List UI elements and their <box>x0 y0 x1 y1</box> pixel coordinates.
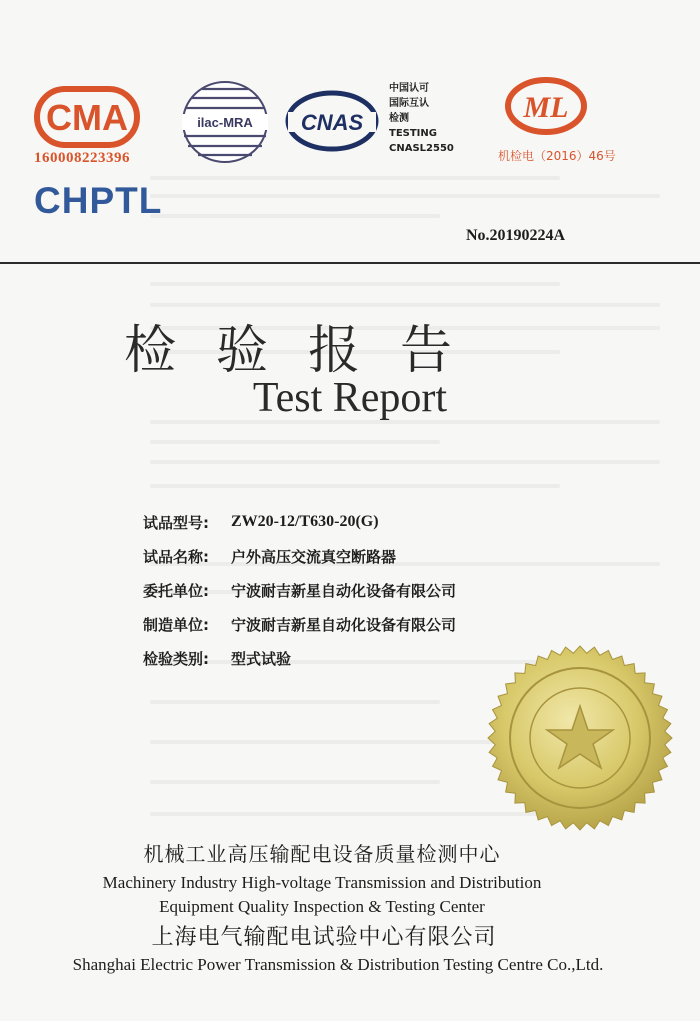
info-label: 制造单位: <box>143 615 209 634</box>
cnas-line: CNASL2550 <box>389 143 454 154</box>
cnas-line: 国际互认 <box>389 98 429 109</box>
company-name-en: Shanghai Electric Power Transmission & Distribution Testing Centre Co.,Ltd. <box>72 955 604 974</box>
issuer-name-cn: 机械工业高压输配电设备质量检测中心 <box>143 842 501 866</box>
info-value: 型式试验 <box>231 649 292 668</box>
info-row-model <box>143 505 456 539</box>
info-value: 户外高压交流真空断路器 <box>231 547 397 566</box>
cnas-label: CNAS <box>300 110 364 135</box>
issuer-name-en-line2: Equipment Quality Inspection & Testing Center <box>159 897 485 916</box>
title-english: Test Report <box>252 375 448 421</box>
header-divider <box>0 262 700 264</box>
info-label: 检验类别: <box>143 649 209 668</box>
info-row-manufacturer <box>143 607 456 641</box>
cnas-line: 中国认可 <box>389 83 429 94</box>
sample-info <box>143 505 456 675</box>
ilac-label: ilac-MRA <box>197 115 253 130</box>
chptl-logo: CHPTL <box>34 180 163 221</box>
cma-logo-icon <box>34 86 140 148</box>
gold-embossed-seal-icon <box>486 644 674 832</box>
cma-label: CMA <box>46 97 128 138</box>
cnas-line: TESTING <box>389 128 437 139</box>
info-value: ZW20-12/T630-20(G) <box>231 513 379 530</box>
info-value: 宁波耐吉新星自动化设备有限公司 <box>231 581 457 600</box>
info-label: 试品名称: <box>143 547 209 566</box>
company-name-cn: 上海电气输配电试验中心有限公司 <box>151 925 497 950</box>
cnas-line: 检测 <box>389 113 409 124</box>
report-number: No.20190224A <box>466 227 566 244</box>
cnas-accreditation-text <box>389 81 454 156</box>
ilac-globe-icon <box>180 80 270 164</box>
info-row-test-type <box>143 641 456 675</box>
info-label: 委托单位: <box>143 581 209 600</box>
ml-label: ML <box>523 91 569 124</box>
ml-number: 机检电（2016）46号 <box>498 149 616 163</box>
title-chinese: 检验报告 <box>124 321 493 381</box>
cnas-swoosh-icon <box>284 88 380 154</box>
info-value: 宁波耐吉新星自动化设备有限公司 <box>231 615 457 634</box>
info-label: 试品型号: <box>143 513 209 532</box>
info-row-client <box>143 573 456 607</box>
ml-logo-icon <box>504 76 588 136</box>
info-row-name <box>143 539 456 573</box>
cma-number: 160008223396 <box>34 150 130 166</box>
issuer-name-en-line1: Machinery Industry High-voltage Transmission and Distribution <box>102 873 542 892</box>
